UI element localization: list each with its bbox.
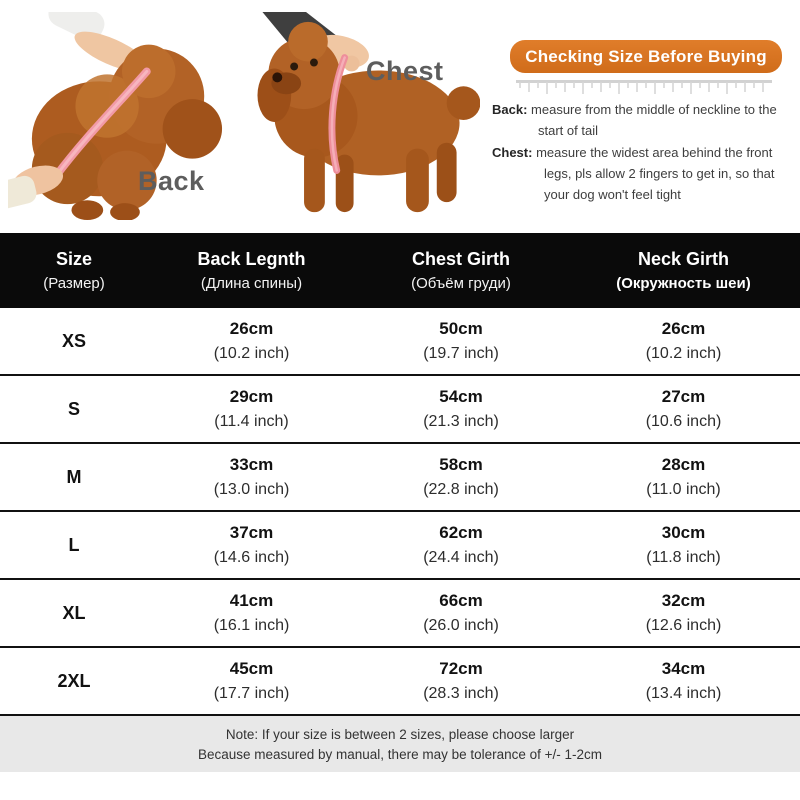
inch-value: (26.0 inch)	[423, 617, 499, 634]
back-photo-label: Back	[138, 166, 205, 196]
neck-girth-cell	[567, 308, 800, 374]
cm-value: 72cm	[439, 659, 483, 678]
footer-note	[0, 716, 800, 772]
column-header-neck-girth: Neck Girth (Окружность шеи)	[616, 249, 751, 292]
dog-chest-measure-photo	[242, 12, 480, 220]
footer-note-line1: Note: If your size is between 2 sizes, please choose larger	[225, 726, 575, 742]
inch-value: (19.7 inch)	[423, 345, 499, 362]
inch-value: (22.8 inch)	[423, 481, 499, 498]
cm-value: 45cm	[229, 659, 274, 678]
back-length-cell	[148, 648, 355, 714]
column-header-size: Size (Размер)	[43, 249, 105, 292]
column-header-chest-girth: Chest Girth (Объём груди)	[411, 249, 511, 292]
cm-value: 41cm	[229, 591, 274, 610]
ruler-icon	[514, 79, 778, 99]
inch-value: (12.6 inch)	[645, 617, 722, 634]
cm-value: 28cm	[661, 455, 706, 474]
table-row	[0, 308, 800, 376]
inch-value: (11.4 inch)	[214, 413, 289, 430]
cm-value: 37cm	[229, 523, 274, 542]
size-cell: 2XL	[57, 670, 91, 691]
cm-value: 26cm	[661, 319, 706, 338]
inch-value: (10.2 inch)	[645, 345, 722, 362]
inch-value: (10.2 inch)	[213, 345, 290, 362]
chest-girth-cell	[355, 580, 567, 646]
cm-value: 62cm	[439, 523, 483, 542]
inch-value: (16.1 inch)	[213, 617, 290, 634]
inch-value: (17.7 inch)	[213, 685, 290, 702]
back-length-cell	[148, 444, 355, 510]
column-header-back-length: Back Legnth (Длина спины)	[197, 249, 306, 292]
neck-girth-cell	[567, 648, 800, 714]
back-tip	[492, 99, 798, 141]
inch-value: (10.6 inch)	[645, 413, 722, 430]
size-cell: M	[66, 466, 82, 487]
chest-tip-text: measure the widest area behind the front legs, pls allow 2 fingers to get in, so that your dog won't feel tight	[532, 145, 775, 202]
inch-value: (11.8 inch)	[646, 549, 721, 566]
back-length-cell	[148, 376, 355, 442]
neck-girth-cell	[567, 512, 800, 578]
cm-value: 54cm	[439, 387, 483, 406]
neck-girth-cell	[567, 376, 800, 442]
table-row	[0, 580, 800, 648]
cm-value: 66cm	[439, 591, 483, 610]
chest-girth-cell	[355, 648, 567, 714]
table-row	[0, 648, 800, 716]
inch-value: (24.4 inch)	[423, 549, 499, 566]
chest-girth-cell	[355, 308, 567, 374]
back-length-cell	[148, 580, 355, 646]
cm-value: 58cm	[439, 455, 483, 474]
neck-girth-cell	[567, 580, 800, 646]
size-cell: XS	[61, 330, 86, 351]
table-row	[0, 376, 800, 444]
inch-value: (13.0 inch)	[213, 481, 290, 498]
cm-value: 26cm	[229, 319, 274, 338]
cm-value: 29cm	[229, 387, 274, 406]
size-cell: L	[68, 534, 80, 555]
size-cell: XL	[62, 602, 86, 623]
cm-value: 50cm	[439, 319, 483, 338]
size-table-body	[0, 308, 800, 716]
back-length-cell	[148, 512, 355, 578]
measure-instructions	[492, 99, 798, 205]
inch-value: (28.3 inch)	[423, 685, 499, 702]
hero-section	[0, 0, 800, 233]
chest-photo-label: Chest	[366, 56, 444, 86]
inch-value: (14.6 inch)	[213, 549, 290, 566]
back-tip-term: Back:	[492, 102, 528, 117]
checking-size-badge: Checking Size Before Buying	[510, 40, 782, 73]
chest-girth-cell	[355, 376, 567, 442]
neck-girth-cell	[567, 444, 800, 510]
cm-value: 27cm	[661, 387, 706, 406]
size-cell: S	[67, 398, 80, 419]
cm-value: 34cm	[661, 659, 706, 678]
back-length-cell	[148, 308, 355, 374]
chest-tip	[492, 142, 798, 205]
size-table	[0, 233, 800, 716]
chest-girth-cell	[355, 512, 567, 578]
chest-girth-cell	[355, 444, 567, 510]
chest-tip-term: Chest:	[492, 145, 533, 160]
inch-value: (11.0 inch)	[646, 481, 721, 498]
inch-value: (13.4 inch)	[645, 685, 722, 702]
cm-value: 32cm	[661, 591, 706, 610]
back-tip-text: measure from the middle of neckline to the start of tail	[527, 102, 777, 138]
inch-value: (21.3 inch)	[423, 413, 499, 430]
cm-value: 33cm	[229, 455, 274, 474]
cm-value: 30cm	[661, 523, 706, 542]
table-row	[0, 512, 800, 580]
table-row	[0, 444, 800, 512]
footer-note-line2: Because measured by manual, there may be tolerance of +/- 1-2cm	[197, 746, 603, 762]
size-table-header	[0, 233, 800, 308]
